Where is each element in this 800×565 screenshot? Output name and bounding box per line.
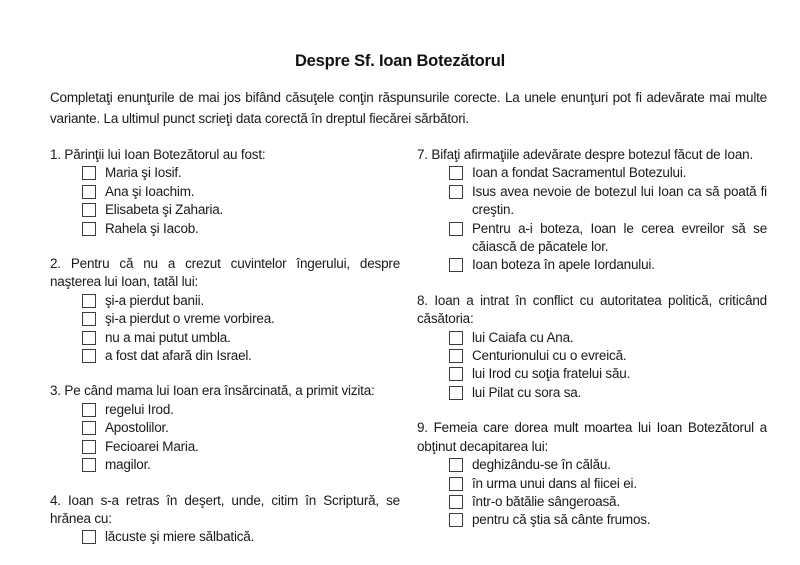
checkbox-unchecked[interactable] bbox=[82, 203, 96, 217]
answer-option-row bbox=[50, 419, 400, 437]
answer-option-row bbox=[417, 256, 767, 274]
option-label: Ioan a fondat Sacramentul Botezului. bbox=[472, 165, 687, 181]
answer-option-row bbox=[50, 438, 400, 456]
question-text: 1. Părinţii lui Ioan Botezătorul au fost: bbox=[50, 147, 266, 162]
option-label: lui Irod cu soţia fratelui său. bbox=[472, 366, 631, 382]
checkbox-unchecked[interactable] bbox=[449, 166, 463, 180]
question-block bbox=[417, 419, 767, 529]
option-label: lui Caiafa cu Ana. bbox=[472, 329, 574, 345]
checkbox-unchecked[interactable] bbox=[449, 495, 463, 509]
checkbox-unchecked[interactable] bbox=[82, 312, 96, 326]
answer-option-row bbox=[417, 365, 767, 383]
option-label: într-o bătălie sângeroasă. bbox=[472, 493, 620, 509]
answer-option-row bbox=[417, 384, 767, 402]
answer-option-row bbox=[50, 292, 400, 310]
option-label: Centurionului cu o evreică. bbox=[472, 348, 627, 364]
answer-option-row bbox=[417, 164, 767, 182]
option-label: magilor. bbox=[105, 457, 151, 473]
option-label: lui Pilat cu sora sa. bbox=[472, 384, 582, 400]
answer-option-row bbox=[417, 220, 767, 257]
option-label: Pentru a-i boteza, Ioan le cerea evreilor să se căiască de păcatele lor. bbox=[472, 220, 767, 255]
option-label: Ana şi Ioachim. bbox=[105, 183, 195, 199]
option-label: nu a mai putut umbla. bbox=[105, 329, 231, 345]
left-column bbox=[50, 146, 400, 564]
answer-option-row bbox=[50, 201, 400, 219]
checkbox-unchecked[interactable] bbox=[82, 222, 96, 236]
answer-option-row bbox=[50, 220, 400, 238]
options-list bbox=[417, 456, 767, 530]
answer-option-row bbox=[417, 475, 767, 493]
checkbox-unchecked[interactable] bbox=[82, 166, 96, 180]
options-list bbox=[417, 164, 767, 274]
option-label: deghizându-se în călău. bbox=[472, 457, 611, 473]
question-text: 9. Femeia care dorea mult moartea lui Ioan Botezătorul a obţinut decapitarea lui: bbox=[417, 420, 767, 454]
options-list bbox=[50, 164, 400, 238]
checkbox-unchecked[interactable] bbox=[82, 331, 96, 345]
question-text: 3. Pe când mama lui Ioan era însărcinată, a primit vizita: bbox=[50, 383, 375, 399]
checkbox-unchecked[interactable] bbox=[82, 349, 96, 363]
question-block bbox=[50, 146, 400, 238]
option-label: lăcuste şi miere sălbatică. bbox=[105, 529, 255, 545]
options-list bbox=[50, 292, 400, 366]
answer-option-row bbox=[50, 347, 400, 365]
option-label: Apostolilor. bbox=[105, 420, 169, 436]
checkbox-unchecked[interactable] bbox=[449, 185, 463, 199]
option-label: Ioan boteza în apele Iordanului. bbox=[472, 257, 655, 273]
checkbox-unchecked[interactable] bbox=[82, 458, 96, 472]
checkbox-unchecked[interactable] bbox=[82, 440, 96, 454]
option-label: în urma unui dans al fiicei ei. bbox=[472, 475, 637, 491]
question-text: 7. Bifaţi afirmaţiile adevărate despre botezul făcut de Ioan. bbox=[417, 147, 754, 162]
question-text: 8. Ioan a intrat în conflict cu autoritatea politică, criticând căsătoria: bbox=[417, 292, 767, 327]
question-block bbox=[417, 292, 767, 402]
question-block bbox=[50, 382, 400, 474]
checkbox-unchecked[interactable] bbox=[82, 294, 96, 308]
option-label: şi-a pierdut o vreme vorbirea. bbox=[105, 311, 275, 327]
answer-option-row bbox=[50, 329, 400, 347]
option-label: Fecioarei Maria. bbox=[105, 438, 199, 454]
checkbox-unchecked[interactable] bbox=[449, 367, 463, 381]
option-label: Maria şi Iosif. bbox=[105, 165, 182, 181]
answer-option-row bbox=[50, 528, 400, 546]
option-label: Rahela şi Iacob. bbox=[105, 220, 199, 236]
checkbox-unchecked[interactable] bbox=[82, 185, 96, 199]
page-title: Despre Sf. Ioan Botezătorul bbox=[294, 52, 506, 70]
checkbox-unchecked[interactable] bbox=[449, 222, 463, 236]
question-text: 2. Pentru că nu a crezut cuvintelor îngerului, despre naşterea lui Ioan, tatăl lui: bbox=[50, 256, 400, 290]
option-label: regelui Irod. bbox=[105, 401, 174, 417]
checkbox-unchecked[interactable] bbox=[449, 458, 463, 472]
question-columns bbox=[50, 146, 767, 564]
checkbox-unchecked[interactable] bbox=[82, 421, 96, 435]
option-label: a fost dat afară din Israel. bbox=[105, 348, 252, 364]
answer-option-row bbox=[417, 493, 767, 511]
answer-option-row bbox=[417, 347, 767, 365]
option-label: Elisabeta şi Zaharia. bbox=[105, 202, 224, 218]
checkbox-unchecked[interactable] bbox=[449, 477, 463, 491]
answer-option-row bbox=[417, 183, 767, 220]
right-column bbox=[417, 146, 767, 564]
instructions-text: Completaţi enunţurile de mai jos bifând căsuţele conţin răspunsurile corecte. La unele enunţuri pot fi adevărate mai multe variante. La ultimul punct scrieţi data corectă în dreptul fiecărei sărbători. bbox=[50, 90, 767, 126]
checkbox-unchecked[interactable] bbox=[449, 386, 463, 400]
answer-option-row bbox=[417, 456, 767, 474]
option-label: Isus avea nevoie de botezul lui Ioan ca să poată fi creştin. bbox=[472, 183, 767, 218]
answer-option-row bbox=[50, 310, 400, 328]
checkbox-unchecked[interactable] bbox=[449, 513, 463, 527]
answer-option-row bbox=[417, 329, 767, 347]
options-list bbox=[50, 401, 400, 475]
answer-option-row bbox=[50, 456, 400, 474]
answer-option-row bbox=[417, 511, 767, 529]
options-list bbox=[50, 528, 400, 546]
answer-option-row bbox=[50, 164, 400, 182]
answer-option-row bbox=[50, 401, 400, 419]
answer-option-row bbox=[50, 183, 400, 201]
options-list bbox=[417, 329, 767, 403]
question-block bbox=[50, 255, 400, 365]
checkbox-unchecked[interactable] bbox=[82, 403, 96, 417]
checkbox-unchecked[interactable] bbox=[82, 530, 96, 544]
question-block bbox=[417, 146, 767, 275]
checkbox-unchecked[interactable] bbox=[449, 331, 463, 345]
question-block bbox=[50, 492, 400, 547]
option-label: şi-a pierdut banii. bbox=[105, 292, 205, 308]
option-label: pentru că ştia să cânte frumos. bbox=[472, 512, 651, 528]
checkbox-unchecked[interactable] bbox=[449, 258, 463, 272]
question-text: 4. Ioan s-a retras în deşert, unde, citim în Scriptură, se hrănea cu: bbox=[50, 492, 400, 526]
checkbox-unchecked[interactable] bbox=[449, 349, 463, 363]
